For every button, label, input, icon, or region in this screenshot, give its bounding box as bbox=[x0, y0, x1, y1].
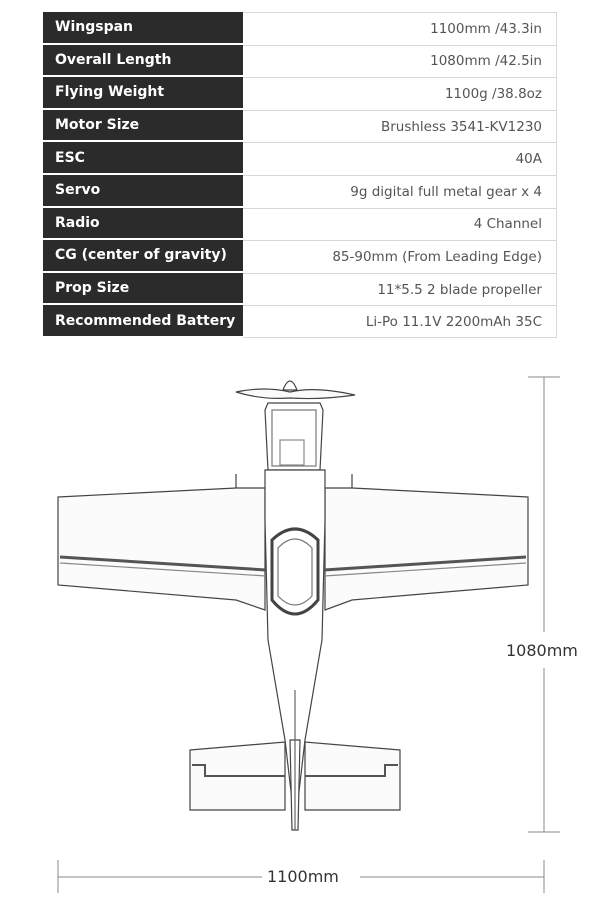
spec-label: Servo bbox=[43, 175, 243, 208]
spec-value: 11*5.5 2 blade propeller bbox=[243, 273, 557, 306]
spec-row-motor-size bbox=[43, 110, 557, 143]
spec-label: Flying Weight bbox=[43, 77, 243, 110]
spec-row-cg bbox=[43, 240, 557, 273]
left-wing bbox=[58, 488, 265, 610]
spec-value: 1080mm /42.5in bbox=[243, 45, 557, 78]
spec-row-flying-weight bbox=[43, 77, 557, 110]
spec-table bbox=[43, 12, 557, 338]
spec-row-battery bbox=[43, 305, 557, 338]
spec-value: 9g digital full metal gear x 4 bbox=[243, 175, 557, 208]
spec-row-overall-length bbox=[43, 45, 557, 78]
spinner bbox=[283, 381, 297, 390]
spec-row-esc bbox=[43, 142, 557, 175]
wingspan-dimension-label: 1100mm bbox=[267, 867, 339, 886]
spec-label: Motor Size bbox=[43, 110, 243, 143]
spec-label: Overall Length bbox=[43, 45, 243, 78]
length-dimension-label: 1080mm bbox=[506, 641, 578, 660]
airplane-drawing bbox=[0, 340, 601, 900]
spec-value: Brushless 3541-KV1230 bbox=[243, 110, 557, 143]
airplane-outline bbox=[58, 381, 528, 830]
spec-value: 4 Channel bbox=[243, 208, 557, 241]
spec-label: Prop Size bbox=[43, 273, 243, 306]
spec-value: 1100mm /43.3in bbox=[243, 12, 557, 45]
spec-value: 85-90mm (From Leading Edge) bbox=[243, 240, 557, 273]
spec-label: Wingspan bbox=[43, 12, 243, 45]
spec-row-radio bbox=[43, 208, 557, 241]
spec-row-prop-size bbox=[43, 273, 557, 306]
spec-label: ESC bbox=[43, 142, 243, 175]
spec-label: Radio bbox=[43, 208, 243, 241]
canopy bbox=[272, 529, 318, 614]
spec-row-servo bbox=[43, 175, 557, 208]
spec-row-wingspan bbox=[43, 12, 557, 45]
right-wing bbox=[325, 488, 528, 610]
spec-value: 40A bbox=[243, 142, 557, 175]
spec-label: Recommended Battery bbox=[43, 305, 243, 338]
spec-value: Li-Po 11.1V 2200mAh 35C bbox=[243, 305, 557, 338]
spec-label: CG (center of gravity) bbox=[43, 240, 243, 273]
spec-value: 1100g /38.8oz bbox=[243, 77, 557, 110]
